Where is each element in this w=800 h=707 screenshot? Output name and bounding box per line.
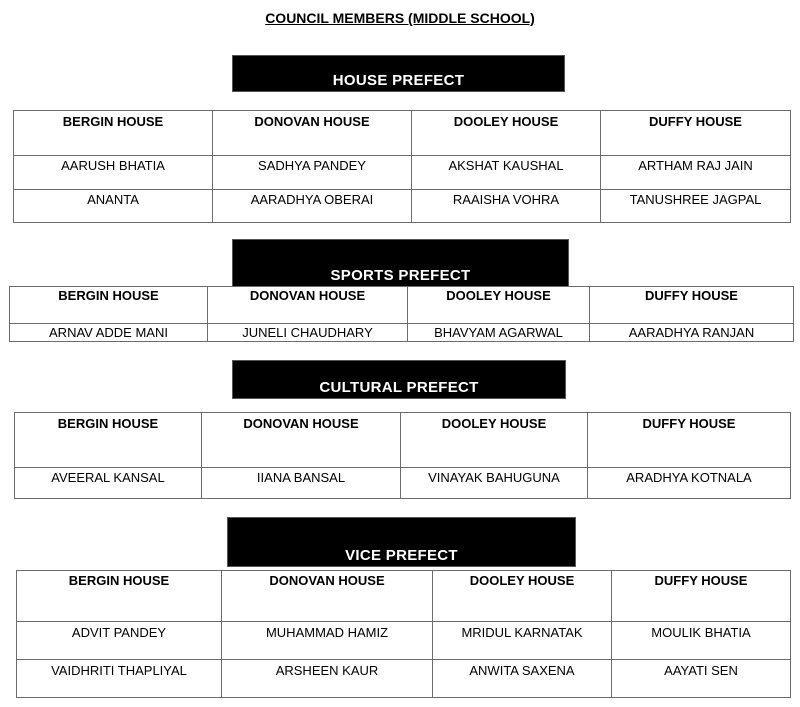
table-header-row xyxy=(14,111,791,156)
table-cell: BHAVYAM AGARWAL xyxy=(408,324,590,342)
table-row xyxy=(17,622,791,660)
vice-prefect-table xyxy=(16,570,791,698)
column-header: DOOLEY HOUSE xyxy=(412,111,601,156)
section-banner-cultural-prefect: CULTURAL PREFECT xyxy=(232,360,566,399)
table-cell: AAYATI SEN xyxy=(612,660,791,698)
column-header: DOOLEY HOUSE xyxy=(401,413,588,468)
table-header-row xyxy=(10,287,794,324)
table-cell: ANANTA xyxy=(14,190,213,223)
table-cell: ARSHEEN KAUR xyxy=(222,660,433,698)
column-header: DUFFY HOUSE xyxy=(601,111,791,156)
column-header: DONOVAN HOUSE xyxy=(208,287,408,324)
column-header: DONOVAN HOUSE xyxy=(202,413,401,468)
column-header: BERGIN HOUSE xyxy=(17,571,222,622)
column-header: DONOVAN HOUSE xyxy=(222,571,433,622)
column-header: BERGIN HOUSE xyxy=(14,111,213,156)
table-cell: AVEERAL KANSAL xyxy=(15,468,202,499)
house-prefect-table xyxy=(13,110,791,223)
column-header: DOOLEY HOUSE xyxy=(408,287,590,324)
table-cell: MOULIK BHATIA xyxy=(612,622,791,660)
section-banner-vice-prefect: VICE PREFECT xyxy=(227,517,576,567)
table-row xyxy=(14,190,791,223)
table-cell: RAAISHA VOHRA xyxy=(412,190,601,223)
column-header: BERGIN HOUSE xyxy=(15,413,202,468)
sports-prefect-table xyxy=(9,286,794,342)
table-cell: AARADHYA RANJAN xyxy=(590,324,794,342)
table-cell: ARNAV ADDE MANI xyxy=(10,324,208,342)
table-cell: MUHAMMAD HAMIZ xyxy=(222,622,433,660)
page-title: COUNCIL MEMBERS (MIDDLE SCHOOL) xyxy=(265,10,535,26)
table-cell: JUNELI CHAUDHARY xyxy=(208,324,408,342)
table-cell: SADHYA PANDEY xyxy=(213,156,412,190)
table-header-row xyxy=(17,571,791,622)
column-header: DONOVAN HOUSE xyxy=(213,111,412,156)
section-banner-house-prefect: HOUSE PREFECT xyxy=(232,55,565,92)
column-header: BERGIN HOUSE xyxy=(10,287,208,324)
table-cell: MRIDUL KARNATAK xyxy=(433,622,612,660)
table-cell: ARADHYA KOTNALA xyxy=(588,468,791,499)
table-row xyxy=(15,468,791,499)
table-cell: IIANA BANSAL xyxy=(202,468,401,499)
table-row xyxy=(17,660,791,698)
table-header-row xyxy=(15,413,791,468)
table-cell: ADVIT PANDEY xyxy=(17,622,222,660)
column-header: DUFFY HOUSE xyxy=(612,571,791,622)
column-header: DUFFY HOUSE xyxy=(588,413,791,468)
table-cell: AARUSH BHATIA xyxy=(14,156,213,190)
table-cell: AKSHAT KAUSHAL xyxy=(412,156,601,190)
section-banner-sports-prefect: SPORTS PREFECT xyxy=(232,239,569,287)
cultural-prefect-table xyxy=(14,412,791,499)
column-header: DOOLEY HOUSE xyxy=(433,571,612,622)
table-cell: VAIDHRITI THAPLIYAL xyxy=(17,660,222,698)
table-row xyxy=(14,156,791,190)
table-cell: AARADHYA OBERAI xyxy=(213,190,412,223)
table-row xyxy=(10,324,794,342)
table-cell: ARTHAM RAJ JAIN xyxy=(601,156,791,190)
table-cell: ANWITA SAXENA xyxy=(433,660,612,698)
table-cell: VINAYAK BAHUGUNA xyxy=(401,468,588,499)
column-header: DUFFY HOUSE xyxy=(590,287,794,324)
table-cell: TANUSHREE JAGPAL xyxy=(601,190,791,223)
